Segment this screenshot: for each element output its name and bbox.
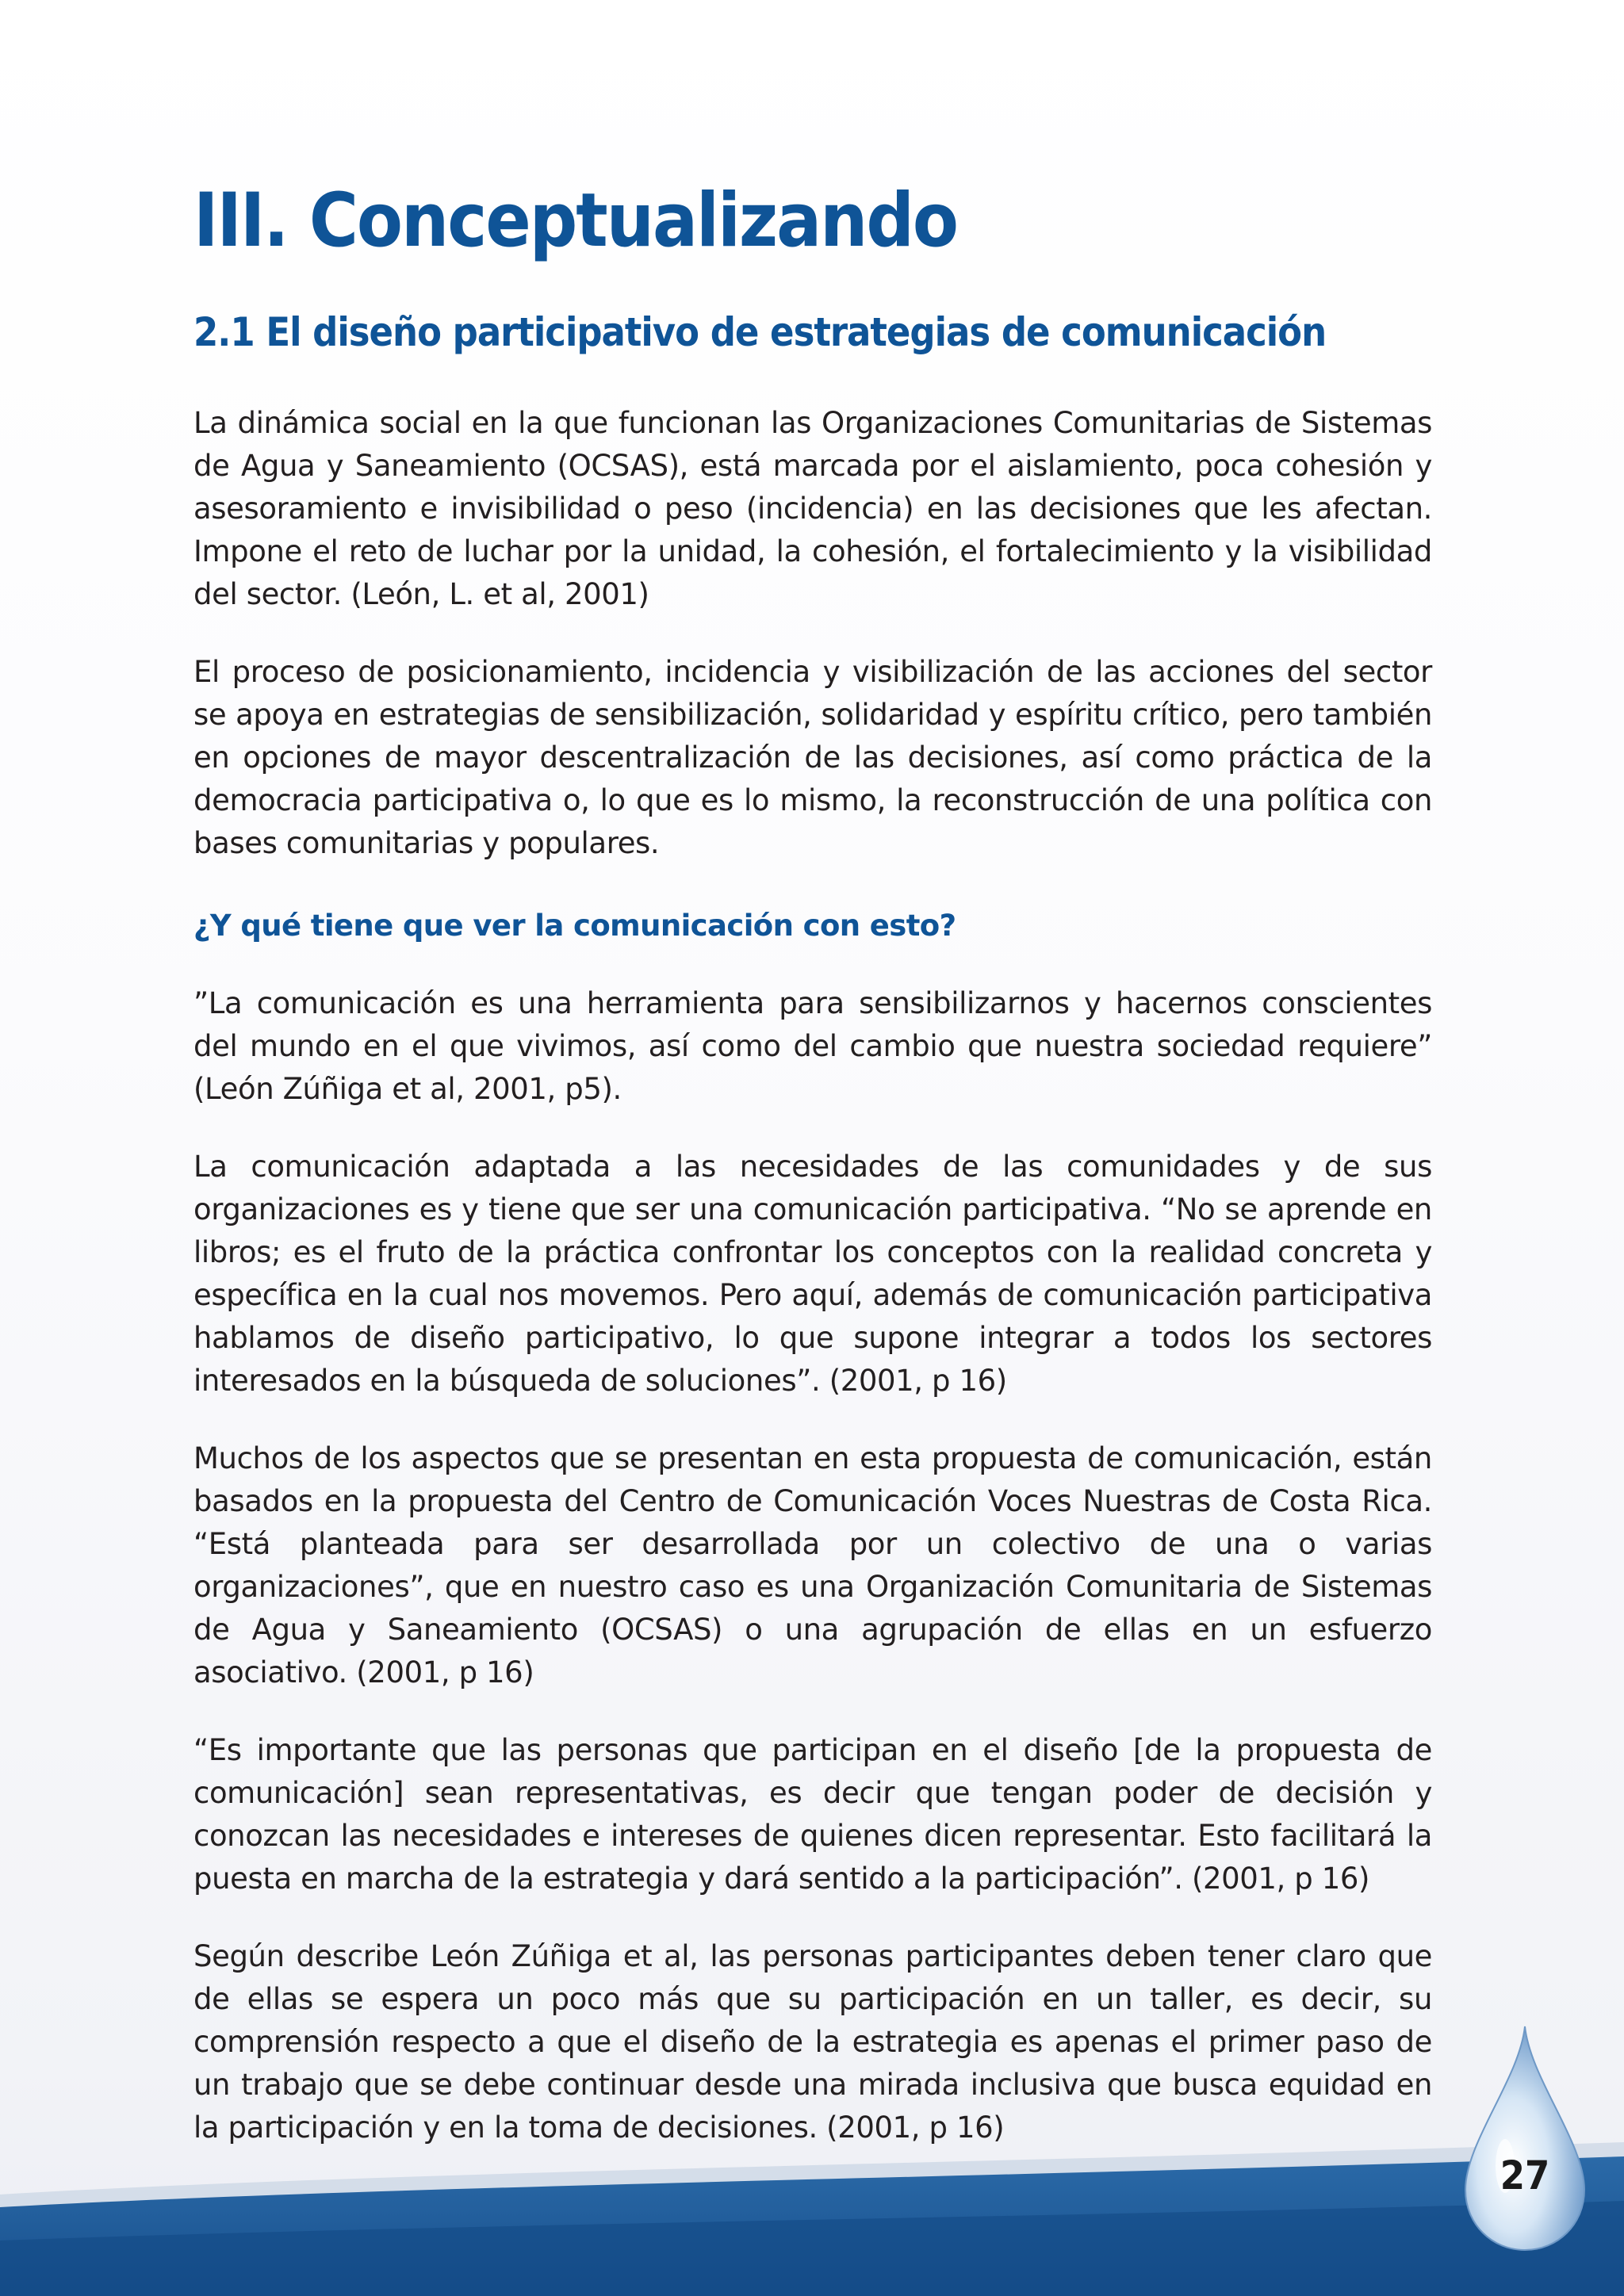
paragraph: La dinámica social en la que funcionan las Organizaciones Comunitarias de Sistemas de Agua y Saneamiento (OCSAS), está marcada por el aislamiento, poca cohesión y asesoramiento e invisibilidad o peso (incidencia) en las decisiones que les afectan. Impone el reto de luchar por la unidad, la cohesión, el fortalecimiento y la visibilidad del sector. (León, L. et al, 2001) xyxy=(193,406,1432,612)
page-content xyxy=(193,178,1432,2149)
chapter-title: III. Conceptualizando xyxy=(193,178,958,264)
paragraph: Muchos de los aspectos que se presentan en esta propuesta de comunicación, están basados en la propuesta del Centro de Comunicación Voces Nuestras de Costa Rica. “Está planteada para ser desarrollada por un colectivo de una o varias organizaciones”, que en nuestro caso es una Organización Comunitaria de Sistemas de Agua y Saneamiento (OCSAS) o una agrupación de ellas en un esfuerzo asociativo. (2001, p 16) xyxy=(193,1441,1432,1690)
paragraph: Según describe León Zúñiga et al, las personas participantes deben tener claro que de ellas se espera un poco más que su participación en un taller, es decir, su comprensión respecto a que el diseño de la estrategia es apenas el primer paso de un trabajo que se debe continuar desde una mirada inclusiva que busca equidad en la participación y en la toma de decisiones. (2001, p 16) xyxy=(193,1939,1432,2145)
page-number: 27 xyxy=(1500,2152,1550,2198)
question-heading: ¿Y qué tiene que ver la comunicación con esto? xyxy=(193,909,956,943)
paragraph: El proceso de posicionamiento, incidencia y visibilización de las acciones del sector se apoya en estrategias de sensibilización, solidaridad y espíritu crítico, pero también en opciones de mayor descentralización de las decisiones, así como práctica de la democracia participativa o, lo que es lo mismo, la reconstrucción de una política con bases comunitarias y populares. xyxy=(193,655,1432,861)
paragraph: ”La comunicación es una herramienta para sensibilizarnos y hacernos conscientes del mundo en el que vivimos, así como del cambio que nuestra sociedad requiere” (León Zúñiga et al, 2001, p5). xyxy=(193,986,1432,1107)
footer-wave-band xyxy=(0,2122,1624,2296)
paragraph: La comunicación adaptada a las necesidades de las comunidades y de sus organizaciones es y tiene que ser una comunicación participativa. “No se aprende en libros; es el fruto de la práctica confrontar los conceptos con la realidad concreta y específica en la cual nos movemos. Pero aquí, además de comunicación participativa hablamos de diseño participativo, lo que supone integrar a todos los sectores interesados en la búsqueda de soluciones”. (2001, p 16) xyxy=(193,1150,1432,1399)
paragraph: “Es importante que las personas que participan en el diseño [de la propuesta de comunicación] sean representativas, es decir que tengan poder de decisión y conozcan las necesidades e intereses de quienes dicen representar. Esto facilitará la puesta en marcha de la estrategia y dará sentido a la participación”. (2001, p 16) xyxy=(193,1733,1432,1896)
section-title: 2.1 El diseño participativo de estrategias de comunicación xyxy=(193,309,1327,356)
water-drop-icon xyxy=(1457,2023,1592,2253)
